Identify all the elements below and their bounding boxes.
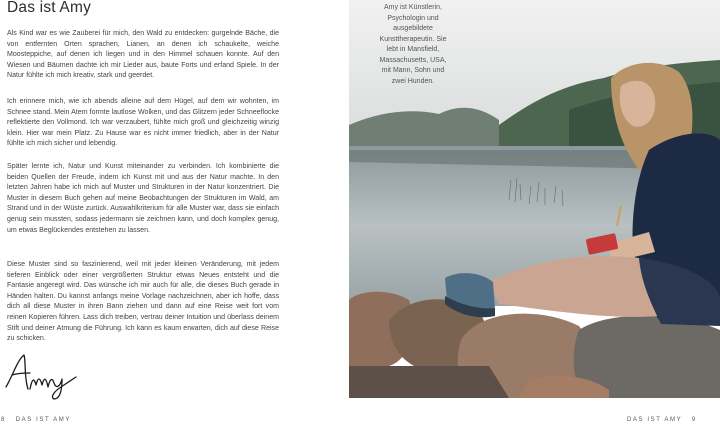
running-head-right: DAS IST AMY [627,417,683,423]
signature-amy [2,349,84,401]
paragraph-4: Diese Muster sind so faszinierend, weil mit jeder kleinen Veränderung, mit jedem tieferen Einblick oder einer vergrößerten Struktur etwas Neues entsteht und die Fantasie angeregt wird. Das wünsche ich mir auch für alle, die dieses Buch gerade in Händen halten. Du kannst anfangs meine Vorlage nachzeichnen, aber ich hoffe, dass dich all diese Muster in ihren Bann ziehen und dann auf eine Reise weit fort vom reinen Kopieren führen. Lass dich treiben, vertrau deiner Intuition und überlass deinem Stift und deiner Atmung die Führung. Ich kann es kaum erwarten, dich auf diese Reise zu schicken. [7,261,279,343]
footer-right [627,417,697,423]
page-title: Das ist Amy [7,0,92,16]
paragraph-3: Später lernte ich, Natur und Kunst miteinander zu verbinden. Ich kombinierte die beiden Quellen der Freude, indem ich Kunst mit und aus der Natur machte. In den letzten Jahren habe ich mich auf Muster und Strukturen in der Natur konzentriert. Die Muster in diesem Buch gehen auf meine Beobachtungen der Strukturen im Wald, am Strand und in der Wüste zurück. Auswahlkriterium für alle Muster war, dass sie einfach genug sein mussten, sodass jedermann sie zeichnen kann, und doch komplex genug, um etwas Beglückendes entstehen zu lassen. [7,163,279,234]
page-number-left: 8 [1,417,6,423]
paragraph-2: Ich erinnere mich, wie ich abends alleine auf dem Hügel, auf dem wir wohnten, im Schnee stand. Mein Atem formte lautlose Wolken, und das Glitzern jeder Schneeflocke reflektierte den Vollmond. Ich war verzaubert, fühlte mich groß und gleichzeitig winzig klein. Hier war mein Platz. Zu Hause war es nicht immer friedlich, aber in der Natur fühlte ich mich sicher und lebendig. [7,98,279,148]
page-number-right: 9 [691,417,697,423]
footer-left [1,417,71,423]
paragraph-1: Als Kind war es wie Zauberei für mich, den Wald zu entdecken: gurgelnde Bäche, die von entfernten Orten sprachen, Lianen, an denen ich schaukelte, weiche Moosteppiche, auf denen ich liegen und in den Himmel schauen konnte. Auf den Wiesen und Bäumen dachte ich mir Lieder aus, baute Forts und erfand Spiele. In der Natur fühlte ich mich kreativ, stark und geerdet. [7,30,279,80]
photo-caption: Amy ist Künstlerin, Psychologin und ausgebildete Kunsttherapeutin. Sie lebt in Mansfield, Massachusetts, USA, mit Mann, Sohn und zwei Hunden. [379,4,447,85]
running-head-left: DAS IST AMY [15,417,71,423]
left-page [0,0,349,424]
